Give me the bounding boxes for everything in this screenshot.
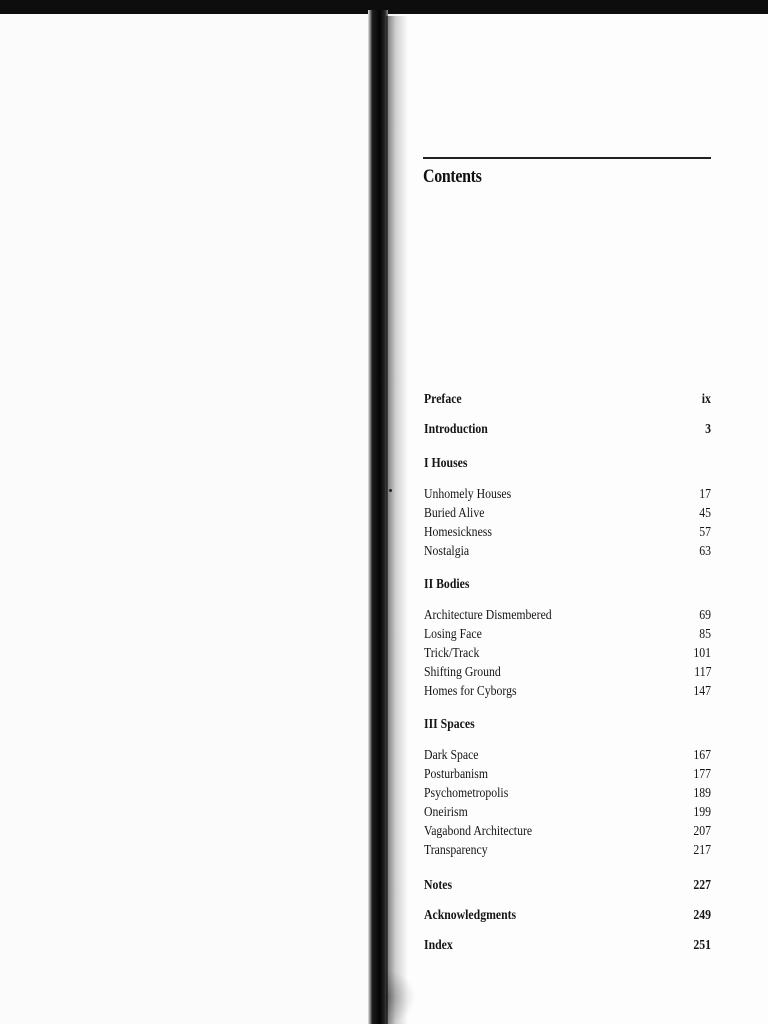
toc-entry-preface[interactable] [424, 390, 711, 409]
toc-entry-page: 63 [699, 544, 711, 559]
toc-entry-buried-alive[interactable] [424, 504, 711, 523]
toc-entry-label: Notes [424, 878, 453, 893]
toc-entry-label: Preface [424, 392, 462, 407]
toc-entry-trick-track[interactable] [424, 644, 711, 663]
toc-entry-label: Dark Space [424, 748, 479, 763]
toc-entry-label: Vagabond Architecture [424, 824, 533, 839]
toc-entry-page: 85 [699, 627, 711, 642]
toc-entry-label: Losing Face [424, 627, 482, 642]
toc-entry-page: 167 [693, 748, 711, 763]
toc-part-label: II Bodies [424, 577, 470, 592]
toc-entry-page: 147 [693, 684, 711, 699]
toc-entry-page: 117 [693, 665, 711, 680]
toc-entry-dark-space[interactable] [424, 746, 711, 765]
toc-entry-label: Oneirism [424, 805, 468, 820]
toc-entry-architecture-dismembered[interactable] [424, 606, 711, 625]
toc-entry-label: Trick/Track [424, 646, 480, 661]
toc-entry-label: Acknowledgments [424, 908, 517, 923]
toc-entry-oneirism[interactable] [424, 803, 711, 822]
toc-entry-index[interactable] [424, 936, 711, 955]
toc-entry-label: Unhomely Houses [424, 487, 512, 502]
toc-entry-page: 227 [693, 878, 711, 893]
toc-part-label: III Spaces [424, 717, 475, 732]
toc-entry-label: Homes for Cyborgs [424, 684, 517, 699]
toc-entry-label: Homesickness [424, 525, 492, 540]
toc-entry-acknowledgments[interactable] [424, 906, 711, 925]
page-title: Contents [423, 166, 482, 187]
toc-entry-posturbanism[interactable] [424, 765, 711, 784]
toc-entry-label: Transparency [424, 843, 488, 858]
toc-entry-transparency[interactable] [424, 841, 711, 860]
toc-entry-homes-for-cyborgs[interactable] [424, 682, 711, 701]
toc-entry-label: Architecture Dismembered [424, 608, 552, 623]
toc-entry-page: ix [701, 392, 711, 407]
left-page-blank [0, 14, 372, 1024]
toc-part-heading-bodies [424, 575, 711, 594]
toc-entry-page: 177 [693, 767, 711, 782]
toc-entry-nostalgia[interactable] [424, 542, 711, 561]
toc-entry-label: Buried Alive [424, 506, 485, 521]
toc-part-heading-houses [424, 454, 711, 473]
toc-part-label: I Houses [424, 456, 468, 471]
toc-entry-page: 69 [699, 608, 711, 623]
toc-entry-page: 199 [693, 805, 711, 820]
toc-entry-page: 101 [693, 646, 711, 661]
toc-entry-unhomely-houses[interactable] [424, 485, 711, 504]
toc-entry-label: Index [424, 938, 453, 953]
toc-entry-page: 207 [693, 824, 711, 839]
scan-speck [389, 489, 392, 492]
title-rule [423, 157, 711, 159]
toc-entry-label: Introduction [424, 422, 488, 437]
gutter-shadow [386, 16, 408, 1024]
toc-entry-page: 3 [705, 422, 711, 437]
page-curl-shadow [386, 970, 416, 1024]
toc-entry-vagabond-architecture[interactable] [424, 822, 711, 841]
table-of-contents [424, 390, 711, 955]
toc-entry-page: 17 [699, 487, 711, 502]
toc-entry-psychometropolis[interactable] [424, 784, 711, 803]
toc-entry-homesickness[interactable] [424, 523, 711, 542]
toc-entry-page: 217 [693, 843, 711, 858]
toc-entry-losing-face[interactable] [424, 625, 711, 644]
toc-entry-label: Posturbanism [424, 767, 489, 782]
toc-entry-label: Shifting Ground [424, 665, 501, 680]
toc-entry-shifting-ground[interactable] [424, 663, 711, 682]
book-gutter [368, 10, 388, 1024]
toc-entry-label: Nostalgia [424, 544, 470, 559]
toc-entry-label: Psychometropolis [424, 786, 509, 801]
toc-entry-page: 45 [699, 506, 711, 521]
toc-entry-page: 57 [699, 525, 711, 540]
toc-part-heading-spaces [424, 715, 711, 734]
toc-entry-page: 249 [693, 908, 711, 923]
toc-entry-notes[interactable] [424, 876, 711, 895]
toc-entry-page: 189 [693, 786, 711, 801]
toc-entry-page: 251 [693, 938, 711, 953]
toc-entry-introduction[interactable] [424, 420, 711, 439]
